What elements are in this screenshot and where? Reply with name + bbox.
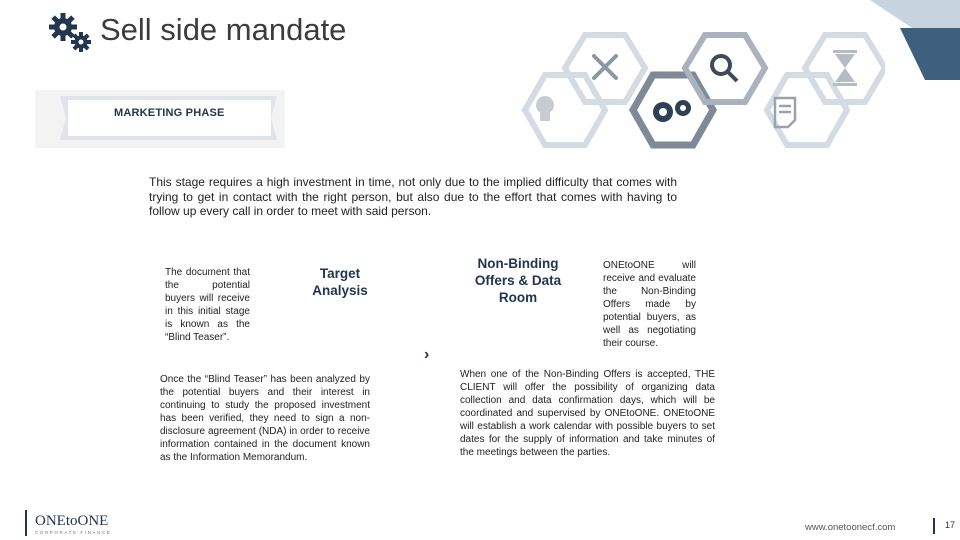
target-analysis-heading: Target Analysis	[312, 266, 368, 298]
chevron-right-icon: ›	[424, 346, 430, 363]
phase-banner	[35, 90, 285, 148]
corner-decoration	[860, 0, 960, 80]
magnifier-icon	[712, 56, 737, 81]
client-description: When one of the Non-Binding Offers is accepted, THE CLIENT will offer the possibility of organizing data collection and data confirmation days, which will be coordinated and supervised by ONEtoONE. ONEtoONE will establish a work calendar with possible buyers to set dates for the supply of information and take minutes of the meetings between the parties.	[460, 369, 715, 458]
page-number-divider	[933, 518, 935, 534]
footer-url[interactable]: www.onetoonecf.com	[805, 522, 896, 533]
tools-icon	[594, 56, 616, 78]
svg-text:CORPORATE FINANCE: CORPORATE FINANCE	[35, 530, 112, 535]
document-icon	[775, 98, 795, 127]
intro-paragraph: This stage requires a high investment in time, not only due to the implied difficulty that comes with trying to get in contact with the right person, but also due to the effort that comes with having to follow up every call in order to meet with said person.	[149, 175, 677, 218]
lightbulb-icon	[536, 96, 554, 121]
svg-text:ONEtoONE: ONEtoONE	[35, 513, 109, 529]
gears-icon	[48, 12, 94, 54]
page-number: 17	[945, 520, 956, 530]
hourglass-icon	[833, 50, 857, 86]
non-binding-offers-heading: Non-Binding Offers & Data Room	[474, 256, 562, 305]
gears-hex-icon	[653, 100, 691, 122]
phase-label: MARKETING PHASE	[114, 107, 225, 119]
target-analysis-description: Once the “Blind Teaser” has been analyzed by the potential buyers and their interest in continuing to study the proposed investment has been verified, they need to sign a non-disclosure agreement (NDA) in order to receive information contained in the document known as the Information Memorandum.	[160, 374, 370, 463]
blind-teaser-description: The document that the potential buyers will receive in this initial stage is known as the “Blind Teaser”.	[165, 267, 250, 343]
page-title: Sell side mandate	[100, 12, 347, 47]
company-logo	[25, 510, 145, 536]
non-binding-offers-description: ONEtoONE will receive and evaluate the Non-Binding Offers made by potential buyers, as well as negotiating their course.	[603, 260, 696, 349]
hexagon-icon-cluster	[505, 30, 885, 160]
